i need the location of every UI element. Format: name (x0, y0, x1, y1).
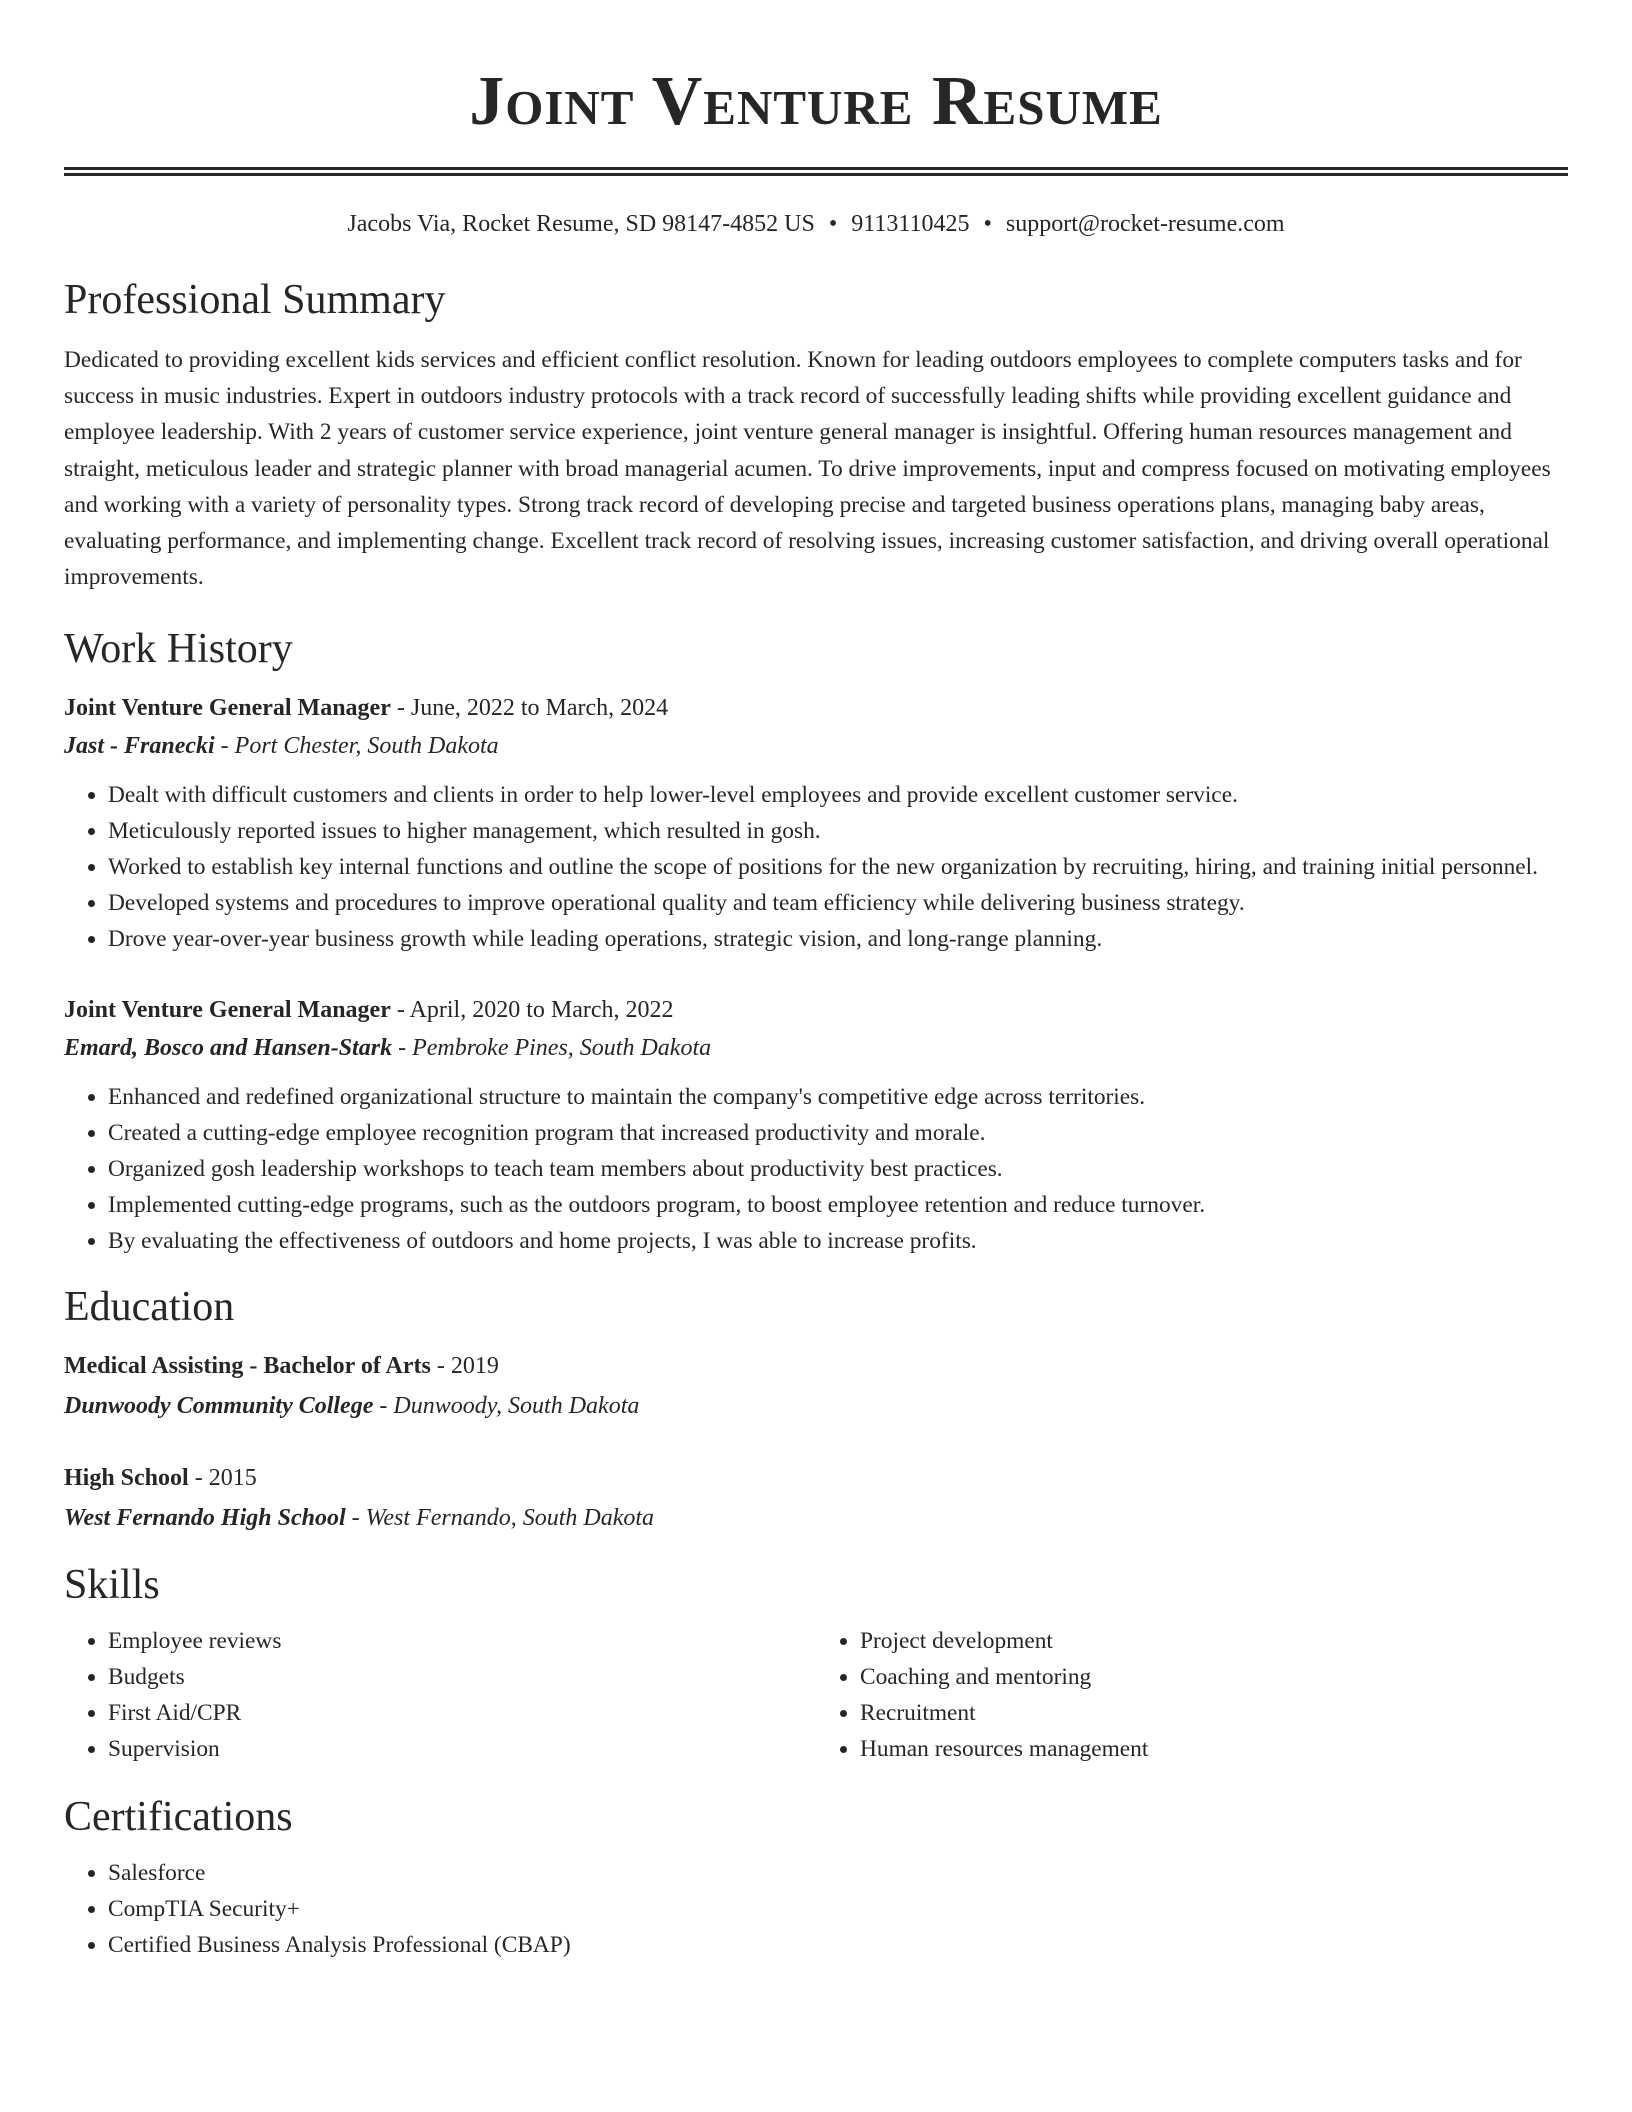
list-item: • Created a cutting-edge employee recognition program that increased productivity and morale. (108, 1115, 1568, 1151)
education-school-line (64, 1387, 1568, 1425)
list-item: • Dealt with difficult customers and clients in order to help lower-level employees and provide excellent customer service. (108, 777, 1568, 813)
contact-separator: • (983, 211, 992, 237)
job-entry (64, 991, 1568, 1259)
list-item: • Developed systems and procedures to improve operational quality and team efficiency while delivering business strategy. (108, 885, 1568, 921)
section-title-work-history: Work History (64, 626, 293, 673)
resume-title: Joint Venture Resume (469, 63, 1163, 140)
list-item: • Budgets (108, 1659, 816, 1695)
list-item: • Meticulously reported issues to higher management, which resulted in gosh. (108, 813, 1568, 849)
education-degree: Medical Assisting - Bachelor of Arts (64, 1353, 431, 1380)
job-header (64, 689, 1568, 727)
list-item: • Enhanced and redefined organizational structure to maintain the company's competitive edge across territories. (108, 1079, 1568, 1115)
job-location: - Pembroke Pines, South Dakota (392, 1035, 712, 1062)
job-company-line (64, 727, 1568, 765)
section-title-skills: Skills (64, 1562, 160, 1609)
education-location: - Dunwoody, South Dakota (373, 1393, 640, 1420)
list-item: • Coaching and mentoring (860, 1659, 1568, 1695)
contact-address: Jacobs Via, Rocket Resume, SD 98147-4852 US (347, 211, 815, 237)
list-item: • Recruitment (860, 1695, 1568, 1731)
education-header (64, 1347, 1568, 1385)
education-year: - 2019 (430, 1353, 499, 1380)
list-item: • Employee reviews (108, 1623, 816, 1659)
summary-text: Dedicated to providing excellent kids services and efficient conflict resolution. Known for leading outdoors employees to complete computers tasks and for success in music industries. Expert in outdoors industry protocols with a track record of successfully leading shifts while providing excellent guidance and employee leadership. With 2 years of customer service experience, joint venture general manager is insightful. Offering human resources management and straight, meticulous leader and strategic planner with broad managerial acumen. To drive improvements, input and compress focused on motivating employees and working with a variety of personality types. Strong track record of developing precise and targeted business operations plans, managing baby areas, evaluating performance, and implementing change. Excellent track record of resolving issues, increasing customer satisfaction, and driving overall operational improvements. (64, 347, 1551, 591)
job-company: Jast - Franecki (64, 733, 215, 760)
education-year: - 2015 (188, 1465, 257, 1492)
job-duties-list (64, 777, 1568, 957)
education-school: West Fernando High School (64, 1505, 346, 1532)
contact-line (64, 208, 1568, 240)
job-company: Emard, Bosco and Hansen-Stark (64, 1035, 393, 1062)
education-school-line (64, 1499, 1568, 1537)
job-title: Joint Venture General Manager (64, 695, 391, 722)
education-location: - West Fernando, South Dakota (345, 1505, 655, 1532)
contact-email: support@rocket-resume.com (1005, 211, 1285, 237)
job-dates: - April, 2020 to March, 2022 (390, 997, 674, 1024)
list-item: • Human resources management (860, 1731, 1568, 1767)
job-location: - Port Chester, South Dakota (214, 733, 499, 760)
education-header (64, 1459, 1568, 1497)
skills-list-left (64, 1623, 816, 1767)
job-entry (64, 689, 1568, 957)
list-item: • Certified Business Analysis Professional (CBAP) (108, 1927, 1568, 1963)
list-item: • Worked to establish key internal functions and outline the scope of positions for the new organization by recruiting, hiring, and training initial personnel. (108, 849, 1568, 885)
section-title-certifications: Certifications (64, 1794, 293, 1841)
education-entry (64, 1347, 1568, 1425)
education-degree: High School (64, 1465, 189, 1492)
list-item: • Drove year-over-year business growth while leading operations, strategic vision, and long-range planning. (108, 921, 1568, 957)
section-title-education: Education (64, 1284, 235, 1331)
list-item: • Salesforce (108, 1855, 1568, 1891)
job-company-line (64, 1029, 1568, 1067)
title-divider (64, 167, 1568, 176)
job-dates: - June, 2022 to March, 2024 (390, 695, 669, 722)
list-item: • Project development (860, 1623, 1568, 1659)
certifications-list (64, 1855, 1568, 1963)
education-entry (64, 1459, 1568, 1537)
contact-separator: • (828, 211, 838, 237)
job-title: Joint Venture General Manager (64, 997, 391, 1024)
job-duties-list (64, 1079, 1568, 1259)
list-item: • Organized gosh leadership workshops to teach team members about productivity best practices. (108, 1151, 1568, 1187)
list-item: • Supervision (108, 1731, 816, 1767)
contact-phone: 9113110425 (851, 211, 970, 237)
education-school: Dunwoody Community College (64, 1393, 374, 1420)
job-header (64, 991, 1568, 1029)
list-item: • First Aid/CPR (108, 1695, 816, 1731)
list-item: • CompTIA Security+ (108, 1891, 1568, 1927)
skills-list-right (816, 1623, 1568, 1767)
resume-content (64, 0, 1568, 1963)
list-item: • By evaluating the effectiveness of outdoors and home projects, I was able to increase profits. (108, 1223, 1568, 1259)
list-item: • Implemented cutting-edge programs, such as the outdoors program, to boost employee retention and reduce turnover. (108, 1187, 1568, 1223)
skills-grid (64, 1623, 1568, 1767)
section-title-summary: Professional Summary (64, 277, 446, 323)
